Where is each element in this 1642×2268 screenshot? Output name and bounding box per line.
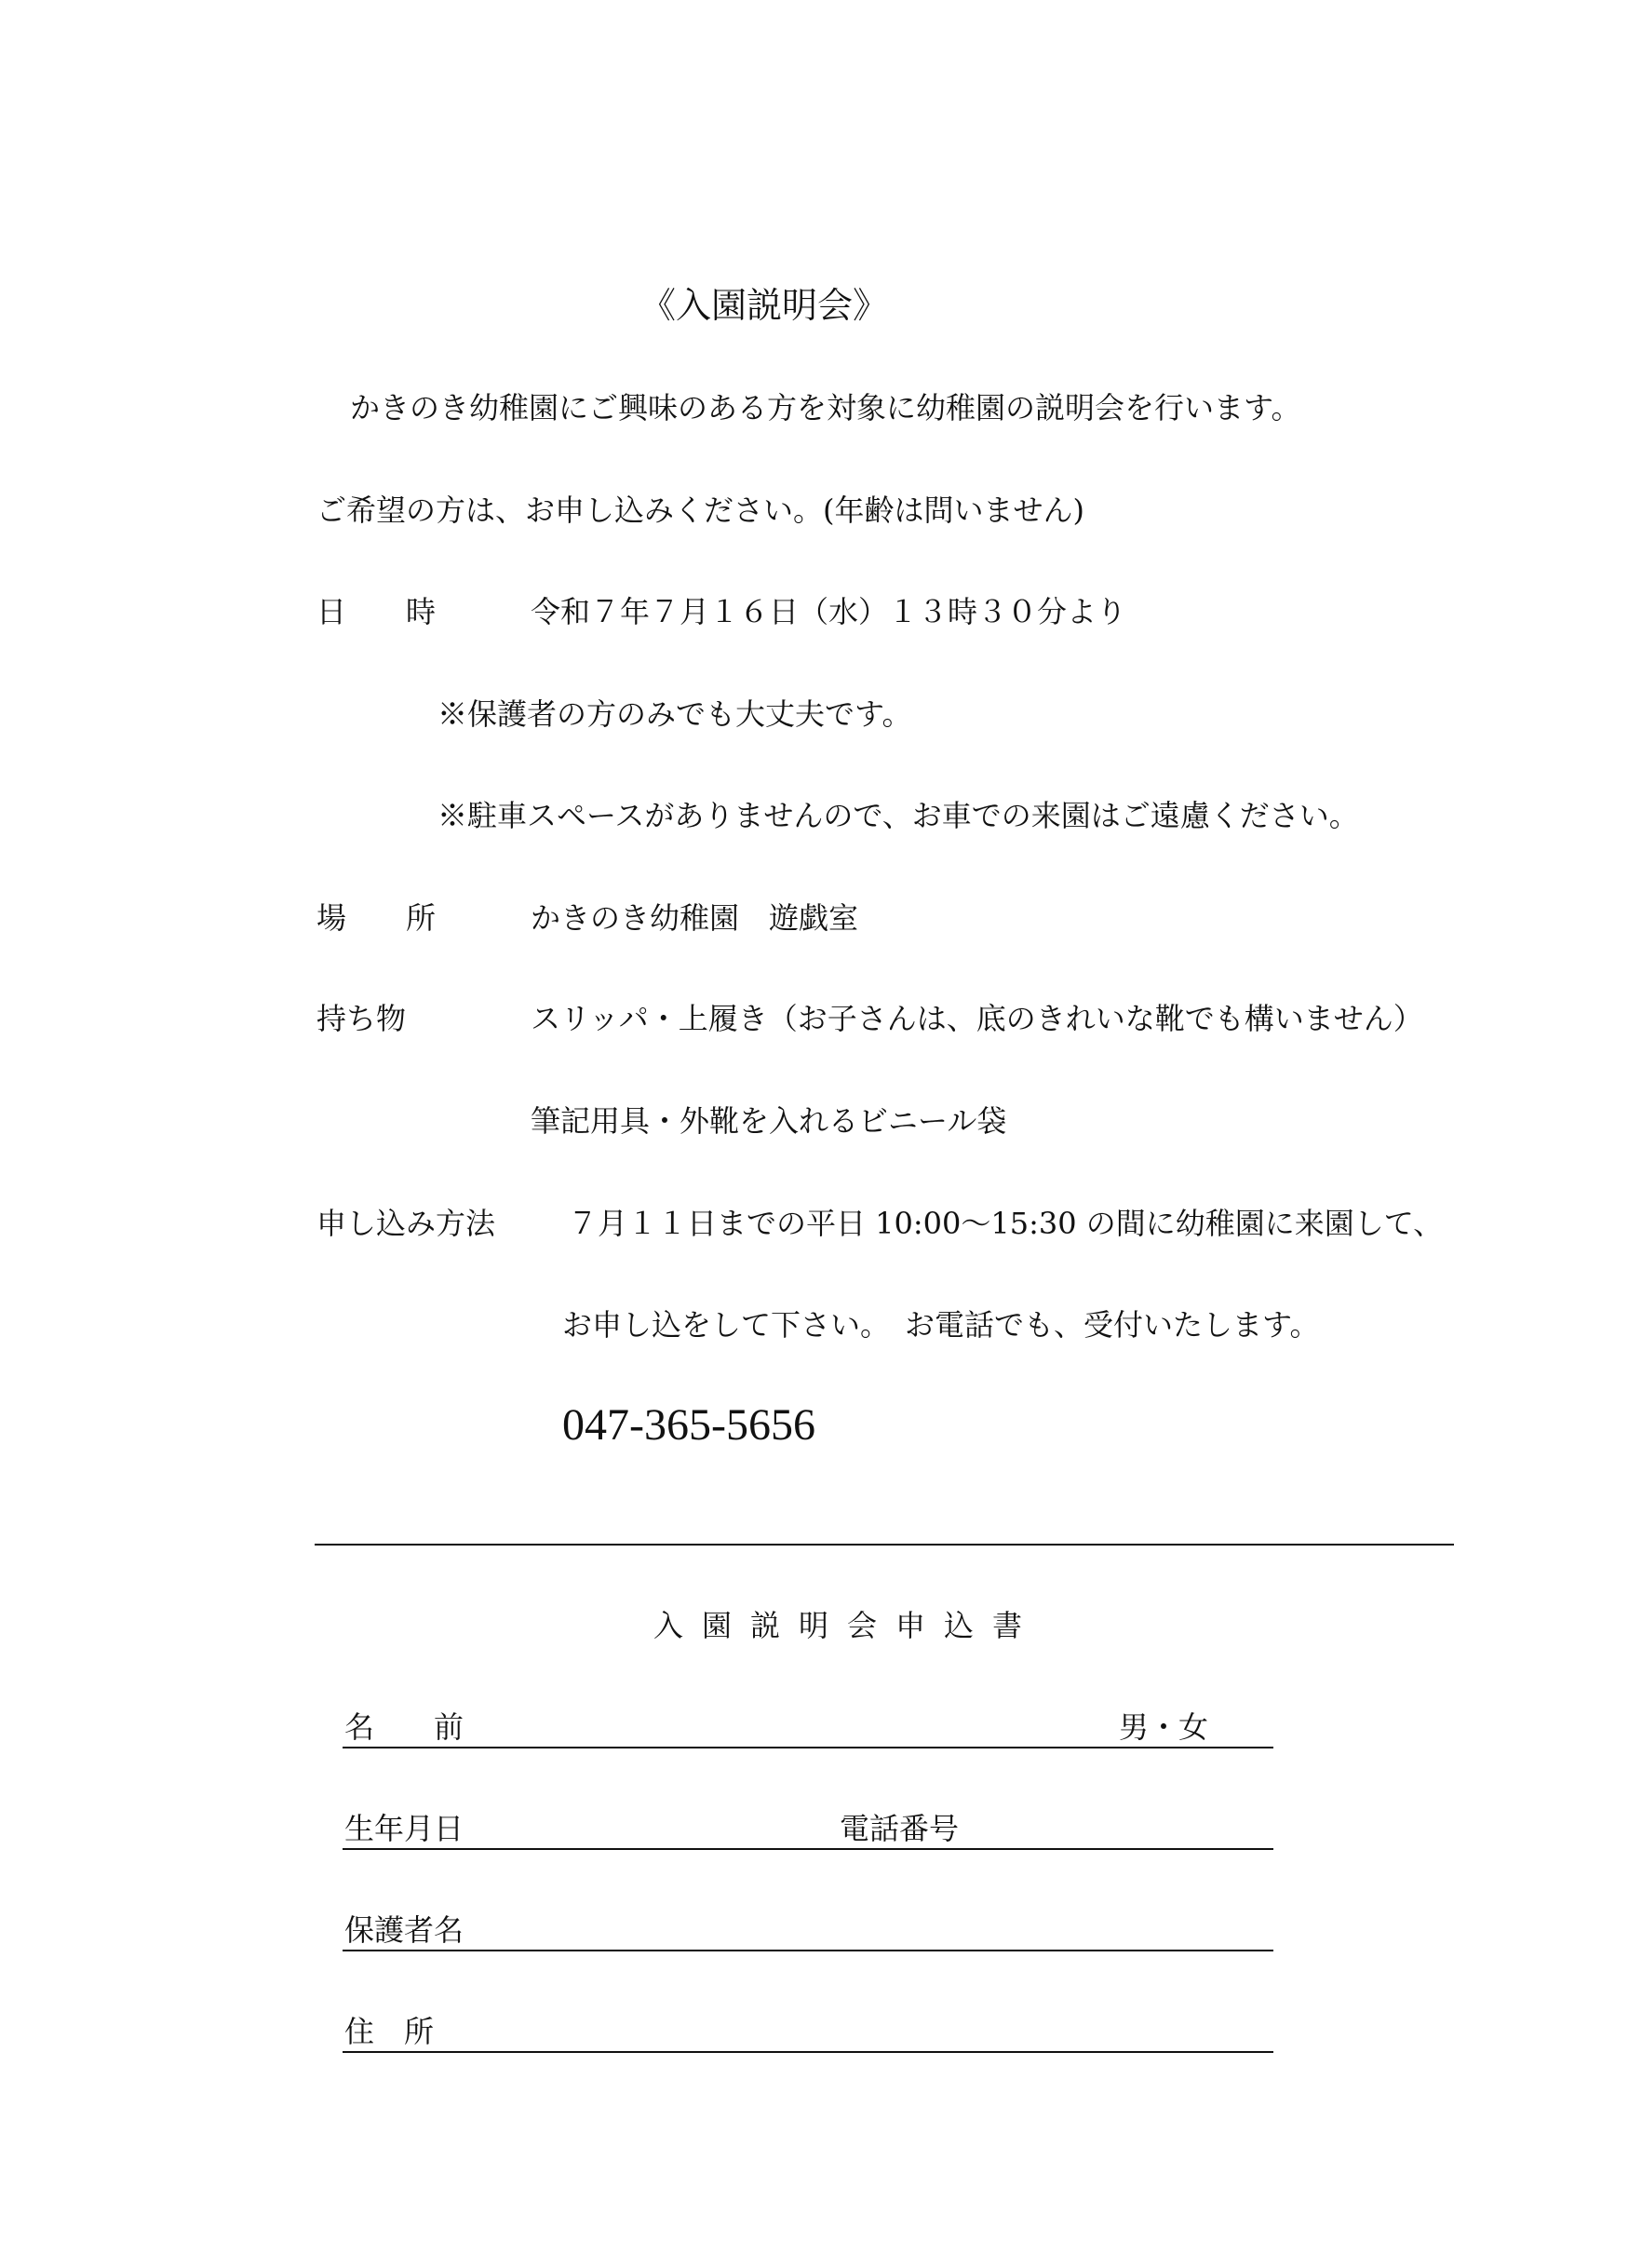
place-label: 場 所 (316, 900, 437, 936)
birthdate-phone-field-line[interactable] (343, 1848, 1273, 1850)
name-label: 名 前 (344, 1709, 464, 1745)
intro-line-1: かきのき幼稚園にご興味のある方を対象に幼稚園の説明会を行います。 (350, 390, 1301, 425)
guardian-field-line[interactable] (343, 1950, 1273, 1951)
guardian-label: 保護者名 (344, 1912, 464, 1948)
address-field-line[interactable] (343, 2051, 1273, 2053)
application-line-2: お申し込をして下さい。 お電話でも、受付いたします。 (562, 1307, 1320, 1343)
gender-label: 男・女 (1119, 1709, 1209, 1745)
datetime-value: 令和７年７月１６日（水）１３時３０分より (531, 594, 1127, 629)
phone-number: 047-365-5656 (562, 1400, 815, 1450)
belongings-label: 持ち物 (316, 1001, 407, 1036)
application-label: 申し込み方法 (316, 1206, 496, 1241)
belongings-line-2: 筆記用具・外靴を入れるビニール袋 (531, 1103, 1007, 1139)
birthdate-label: 生年月日 (344, 1811, 464, 1846)
notice-title: 《入園説明会》 (640, 285, 889, 326)
address-label: 住 所 (344, 2014, 435, 2049)
place-value: かきのき幼稚園 遊戯室 (531, 900, 859, 936)
datetime-label: 日 時 (316, 594, 437, 629)
application-line-1: ７月１１日までの平日 10:00～15:30 の間に幼稚園に来園して、 (568, 1206, 1444, 1241)
phone-label: 電話番号 (840, 1811, 960, 1846)
form-title: 入園説明会申込書 (653, 1608, 1042, 1643)
name-field-line[interactable] (343, 1747, 1273, 1748)
datetime-note-1: ※保護者の方のみでも大丈夫です。 (437, 696, 912, 732)
section-divider (315, 1544, 1454, 1546)
belongings-line-1: スリッパ・上履き（お子さんは、底のきれいな靴でも構いません） (531, 1001, 1423, 1036)
intro-line-2: ご希望の方は、お申し込みください。(年齢は問いません) (316, 493, 1084, 528)
datetime-note-2: ※駐車スペースがありませんので、お車での来園はご遠慮ください。 (437, 798, 1359, 833)
